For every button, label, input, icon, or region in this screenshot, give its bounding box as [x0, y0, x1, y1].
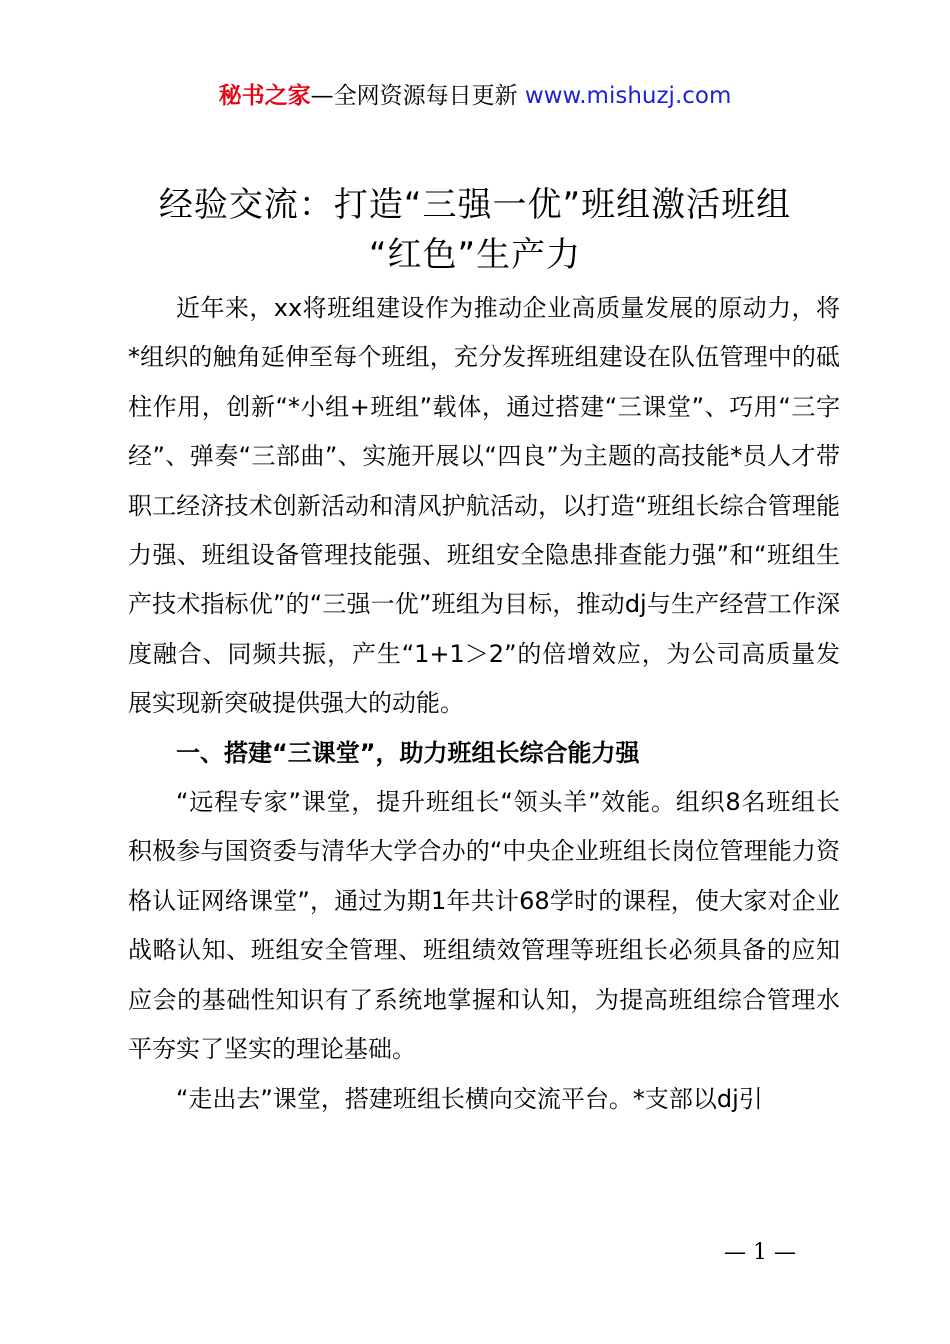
- paragraph-intro: 近年来，xx将班组建设作为推动企业高质量发展的原动力，将*组织的触角延伸至每个班组，充分发挥班组建设在队伍管理中的砥柱作用，创新“*小组+班组”载体，通过搭建“三课堂”、巧用“三字经”、弹奏“三部曲”、实施开展以“四良”为主题的高技能*员人才带职工经济技术创新活动和清风护航活动，以打造“班组长综合管理能力强、班组设备管理技能强、班组安全隐患排查能力强”和“班组生产技术指标优”的“三强一优”班组为目标，推动dj与生产经营工作深度融合、同频共振，产生“1+1＞2”的倍增效应，为公司高质量发展实现新突破提供强大的动能。: [128, 294, 840, 718]
- paragraph-go-out: “走出去”课堂，搭建班组长横向交流平台。*支部以dj引: [176, 1084, 763, 1113]
- section-heading-1: 一、搭建“三课堂”，助力班组长综合能力强: [176, 738, 640, 767]
- paragraph-remote-expert: “远程专家”课堂，提升班组长“领头羊”效能。组织8名班组长积极参与国资委与清华大学合办的“中央企业班组长岗位管理能力资格认证网络课堂”，通过为期1年共计68学时的课程，使大家对企业战略认知、班组安全管理、班组绩效管理等班组长必须具备的应知应会的基础性知识有了系统地掌握和认知，为提高班组综合管理水平夯实了坚实的理论基础。: [128, 788, 840, 1064]
- header-tagline: 全网资源每日更新: [333, 83, 518, 109]
- page-number: — 1 —: [724, 1240, 796, 1265]
- site-url-link[interactable]: www.mishuzj.com: [524, 83, 732, 109]
- title-line-1: 经验交流：打造“三强一优”班组激活班组: [158, 185, 792, 225]
- document-body: [128, 284, 840, 1124]
- brand-name: 秘书之家: [218, 83, 311, 109]
- header-separator: —: [310, 83, 334, 109]
- title-line-2: “红色”生产力: [368, 235, 582, 275]
- site-header: [0, 80, 950, 112]
- document-title: [0, 180, 950, 280]
